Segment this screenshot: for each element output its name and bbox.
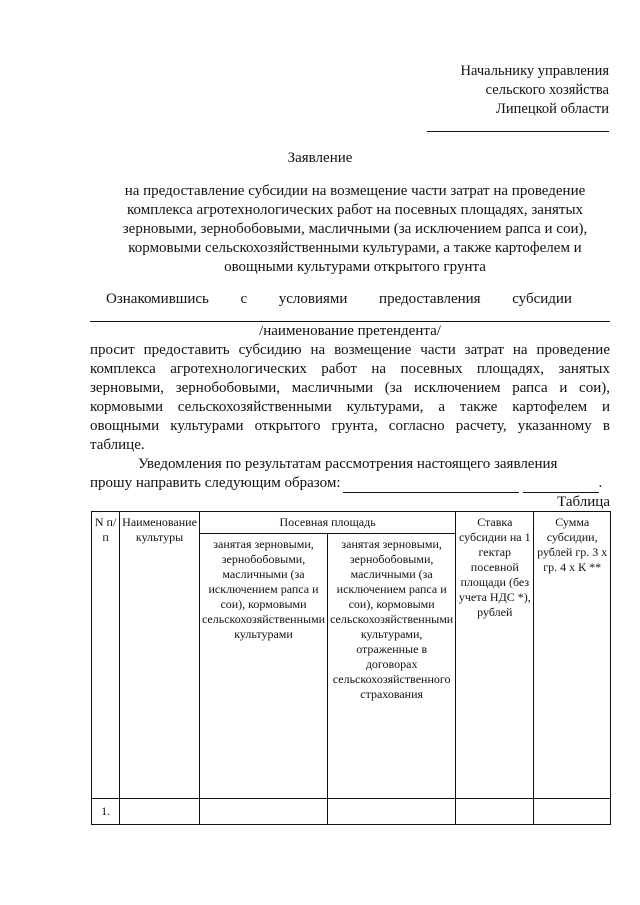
- subject-line: комплекса агротехнологических работ на посевных площадях, занятых: [126, 202, 584, 218]
- row-sum-cell[interactable]: [534, 799, 611, 825]
- col-header-crop-name: Наименование культуры: [120, 512, 200, 799]
- addressee-signature-blank[interactable]: [427, 119, 609, 132]
- row-area-insured-cell[interactable]: [328, 799, 456, 825]
- request-text: просит предоставить субсидию на возмещение части затрат на проведение комплекса агротехнологических работ на посевных площадях, занятых зерновыми, зернобобовыми, масличными (за исключением рапса и сои), кормовыми сельскохозяйственными культурами, а также картофелем и овощными культурами открытого грунта, согласно расчету, указанному в таблице.: [90, 342, 610, 453]
- intro-word: условиями: [278, 291, 348, 307]
- intro-word: субсидии: [512, 291, 572, 307]
- col-header-number: N п/п: [92, 512, 120, 799]
- notify-label: прошу направить следующим образом:: [90, 475, 341, 491]
- subsidy-table: [91, 511, 611, 825]
- document-title: Заявление: [287, 150, 353, 166]
- addressee-line: Липецкой области: [496, 101, 609, 117]
- col-header-sown-area: Посевная площадь: [199, 512, 455, 534]
- subject-line: зерновыми, зернобобовыми, масличными (за исключением рапса и сои),: [122, 221, 588, 237]
- subject-block: [100, 182, 610, 277]
- addressee-line: сельского хозяйства: [485, 82, 609, 98]
- row-area-cell[interactable]: [199, 799, 327, 825]
- application-body: [90, 290, 610, 512]
- col-header-sum: Сумма субсидии, рублей гр. 3 х гр. 4 х К **: [534, 512, 611, 799]
- intro-line: [90, 290, 610, 309]
- addressee-block: [427, 62, 609, 138]
- col-header-area-occupied: занятая зерновыми, зернобобовыми, масличными (за исключением рапса и сои), кормовыми сельскохозяйственными культурами: [199, 534, 327, 799]
- notify-method-line: [90, 474, 610, 493]
- row-number: 1.: [92, 799, 120, 825]
- intro-word: с: [240, 291, 248, 307]
- subject-line: овощными культурами открытого грунта: [224, 259, 486, 275]
- table-label: Таблица: [557, 494, 610, 510]
- intro-word: Ознакомившись: [106, 291, 209, 307]
- applicant-caption: /наименование претендента/: [259, 323, 441, 339]
- row-crop-cell[interactable]: [120, 799, 200, 825]
- table-row: [92, 799, 611, 825]
- notify-period: .: [598, 475, 603, 491]
- notify-line: Уведомления по результатам рассмотрения настоящего заявления: [138, 456, 558, 472]
- row-rate-cell[interactable]: [456, 799, 534, 825]
- applicant-name-blank[interactable]: [90, 310, 610, 322]
- intro-word: предоставления: [379, 291, 481, 307]
- notify-method-blank[interactable]: [343, 479, 519, 493]
- subject-line: кормовыми сельскохозяйственными культурами, а также картофелем и: [128, 240, 582, 256]
- col-header-rate: Ставка субсидии на 1 гектар посевной площади (без учета НДС *), рублей: [456, 512, 534, 799]
- col-header-area-insured: занятая зерновыми, зернобобовыми, масличными (за исключением рапса и сои), кормовыми сельскохозяйственными культурами, отраженные в договорах сельскохозяйственного страхования: [328, 534, 456, 799]
- notify-method-blank-2[interactable]: [523, 479, 599, 493]
- subject-line: на предоставление субсидии на возмещение части затрат на проведение: [124, 183, 586, 199]
- addressee-line: Начальнику управления: [460, 63, 609, 79]
